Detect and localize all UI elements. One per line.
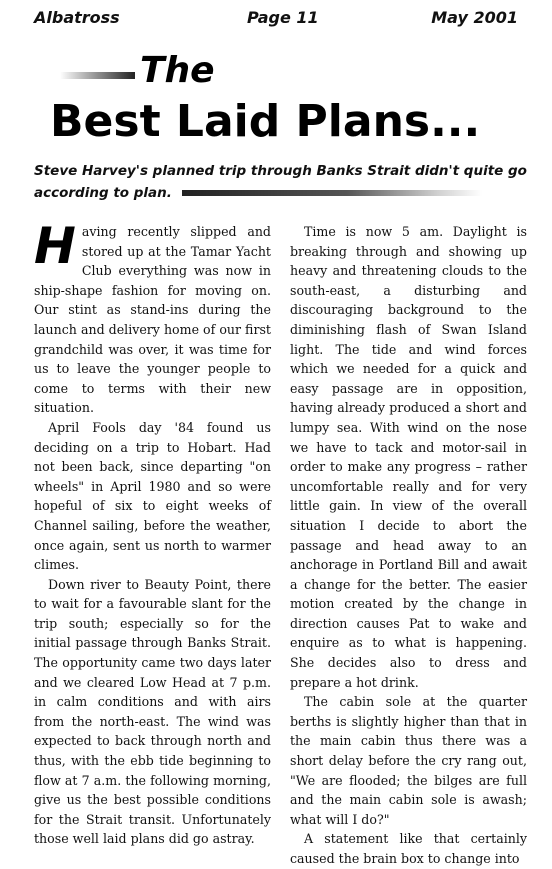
title-top-line: [60, 50, 480, 96]
decorative-rule-right: [182, 190, 482, 196]
page-header: [34, 8, 518, 34]
paragraph: [34, 217, 271, 418]
standfirst-text: Steve Harvey's planned trip through Banks Strait didn't quite go according to plan.: [34, 163, 527, 201]
paragraph: Down river to Beauty Point, there to wait for a favourable slant for the trip south; especially so for the initial passage through Banks Strait. The opportunity came two days later and we cleared Low Head at 7 p.m. in calm conditions and with airs from the north-east. The wind was expected to back through north and thus, with the ebb tide beginning to flow at 7 a.m. the following morning, give us the best possible conditions for the Strait transit. Unfortunately those well laid plans did go astray.: [34, 576, 271, 847]
paragraph: April Fools day '84 found us deciding on a trip to Hobart. Had not been back, since departing "on wheels" in April 1980 and so were hopeful of six to eight weeks of Channel sailing, before the weather, once again, sent us north to warmer climes.: [34, 419, 271, 573]
article-column-left: [34, 217, 271, 849]
title-small: The: [140, 50, 215, 91]
paragraph-text: aving recently slipped and stored up at the Tamar Yacht Club everything was now in ship-shape fashion for moving on. Our stint as stand-ins during the launch and delivery home of our first grandchild was over, it was time for us to leave the younger people to come to terms with their new situation.: [34, 224, 271, 416]
decorative-rule-left: [60, 72, 135, 79]
article-title: Best Laid Plans...: [50, 96, 481, 147]
page-number: Page 11: [247, 8, 319, 27]
article-standfirst: [34, 160, 534, 204]
paragraph: The cabin sole at the quarter berths is slightly higher than that in the main cabin thus there was a short delay before the cry rang out, "We are flooded; the bilges are full and the main cabin sole is awash; what will I do?": [290, 694, 527, 827]
drop-cap: H: [34, 217, 76, 275]
paragraph: A statement like that certainly caused the brain box to change into: [290, 831, 527, 866]
paragraph: Time is now 5 am. Daylight is breaking through and showing up heavy and threatening clouds to the south-east, a disturbing and discouraging background to the diminishing flash of Swan Island light. The tide and wind forces which we needed for a quick and easy passage are in opposition, having already produced a short and lumpy sea. With wind on the nose we have to tack and motor-sail in order to make any progress – rather uncomfortable really and for very little gain. In view of the overall situation I decide to abort the passage and head away to an anchorage in Portland Bill and await a change for the better. The easier motion created by the change in direction causes Pat to wake and enquire as to what is happening. She decides also to dress and prepare a hot drink.: [290, 224, 527, 690]
publication-name: Albatross: [34, 8, 120, 27]
article-column-right: [290, 222, 527, 869]
issue-date: May 2001: [431, 8, 518, 27]
